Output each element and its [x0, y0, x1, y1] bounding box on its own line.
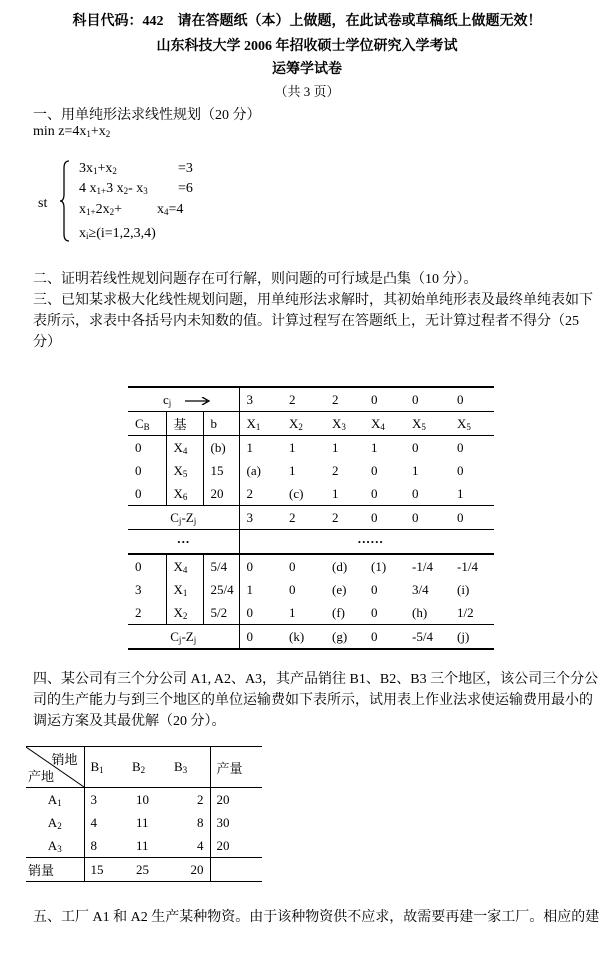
table-row	[26, 834, 262, 858]
basis-cell: $X_4$	[166, 554, 203, 578]
b-cell: 20	[203, 482, 239, 506]
coef-cell: -1/4	[457, 558, 478, 574]
b-header: $B_1$	[84, 747, 126, 788]
b-cell: (b)	[203, 436, 239, 460]
simplex-table	[128, 386, 494, 650]
coef-cell: 1	[239, 578, 282, 601]
table-row	[128, 554, 494, 578]
cost-cell: 11	[136, 837, 149, 853]
coef-cell: 0	[371, 462, 378, 478]
cj-value: 2	[325, 387, 364, 412]
coef-cell: 1/2	[450, 601, 494, 625]
basis-cell: $X_6$	[166, 482, 203, 506]
coef-cell: 3/4	[412, 581, 429, 597]
x-header: $X_5$	[450, 412, 494, 436]
cj-zj-cell: 2	[325, 506, 364, 530]
coef-cell: 0	[364, 482, 405, 506]
constraint-4: $x_i\ge(i=1,2,3,4)$	[79, 226, 156, 241]
coef-cell: -1/4	[412, 558, 433, 574]
coef-cell: 1	[412, 462, 419, 478]
cost-cell: 11	[136, 814, 149, 830]
transport-header-row	[26, 747, 262, 788]
cb-cell: 2	[128, 601, 166, 625]
cb-cell: 0	[135, 558, 142, 574]
cost-cell: 8	[90, 837, 97, 853]
empty-cell	[210, 858, 262, 882]
demand-label: 销量	[26, 858, 84, 882]
demand-row	[26, 858, 262, 882]
cost-cell: 3	[90, 791, 97, 807]
cj-zj-cell: (g)	[325, 625, 364, 650]
a-cell: $A_1$	[26, 788, 84, 812]
cj-zj-cell: 0	[239, 625, 282, 650]
table-row	[128, 436, 494, 460]
supply-cell: 20	[210, 788, 262, 812]
x-header: $X_1$	[239, 412, 282, 436]
table-row	[128, 578, 494, 601]
cj-zj-cell: 0	[364, 506, 405, 530]
coef-cell: (c)	[282, 482, 325, 506]
demand-cell: 20	[168, 858, 210, 882]
exam-title: 山东科技大学 2006 年招收硕士学位研究入学考试	[156, 39, 458, 54]
coef-cell: (a)	[239, 459, 282, 482]
coef-cell: 1	[325, 482, 364, 506]
table-row	[128, 459, 494, 482]
x-header: $X_2$	[282, 412, 325, 436]
constraint-3-rhs: $x_4=4$	[157, 202, 184, 217]
cj-zj-cell: -5/4	[405, 625, 450, 650]
b-header: $B_2$	[126, 747, 168, 788]
basis-cell: $X_1$	[166, 578, 203, 601]
q5-text: 五、工厂 A1 和 A2 生产某种物资。由于该种物资供不应求，故需要再建一家工厂。相应的建	[33, 910, 600, 925]
constraint-1-rhs: =3	[178, 161, 193, 176]
supply-cell: 20	[210, 834, 262, 858]
x-header: $X_3$	[325, 412, 364, 436]
coef-cell: 0	[289, 558, 296, 574]
cj-value: 3	[239, 387, 282, 412]
q2-text: 二、证明若线性规划问题存在可行解，则问题的可行域是凸集（10 分）。	[33, 272, 478, 287]
basis-cell: $X_5$	[166, 459, 203, 482]
demand-cell: 25	[126, 858, 168, 882]
coef-cell: 0	[457, 462, 464, 478]
coef-cell: 0	[457, 439, 464, 455]
coef-cell: 0	[364, 601, 405, 625]
cj-zj-label: $C_j-Z_j$	[128, 506, 239, 530]
coef-cell: (i)	[457, 581, 470, 597]
b-cell: 15	[203, 459, 239, 482]
b-header: $B_3$	[168, 747, 210, 788]
demand-cell: 15	[84, 858, 126, 882]
cb-header: $C_B$	[128, 412, 166, 436]
coef-cell: (f)	[325, 601, 364, 625]
ellipsis-right: ······	[239, 530, 494, 555]
coef-cell: 0	[239, 601, 282, 625]
coef-cell: 0	[239, 554, 282, 578]
coef-cell: 1	[450, 482, 494, 506]
q1-title: 一、用单纯形法求线性规划（20 分）	[33, 108, 261, 123]
q1-st-label: st	[38, 196, 48, 211]
supply-cell: 30	[210, 811, 262, 834]
q4-line1: 四、某公司有三个分公司 A1, A2、A3，其产品销往 B1、B2、B3 三个地区，该公司三个分公	[33, 672, 599, 687]
x-header: $X_5$	[405, 412, 450, 436]
constraint-1: $3x_1+x_2$	[79, 161, 117, 176]
cj-zj-cell: 2	[282, 506, 325, 530]
cost-cell: 2	[197, 791, 204, 807]
coef-cell: (e)	[332, 581, 347, 597]
q4-line3: 调运方案及其最优解（20 分）。	[33, 714, 226, 729]
cost-cell: 4	[90, 814, 97, 830]
cj-zj-cell: 0	[364, 625, 405, 650]
cj-value: 2	[282, 387, 325, 412]
coef-cell: 0	[371, 581, 378, 597]
cj-row	[128, 387, 494, 412]
coef-cell: 1	[371, 439, 378, 455]
cj-zj-row	[128, 625, 494, 650]
cb-cell: 3	[135, 581, 142, 597]
ellipsis-row	[128, 530, 494, 555]
cj-zj-cell: 0	[405, 506, 450, 530]
cb-cell: 0	[128, 482, 166, 506]
q3-line3: 分）	[33, 335, 61, 350]
table-row	[26, 811, 262, 834]
b-header: b	[203, 412, 239, 436]
coef-cell: 1	[289, 439, 296, 455]
cb-cell: 0	[135, 462, 142, 478]
cost-cell: 4	[197, 837, 204, 853]
constraint-2: 4 $x_{1+}3$ $x_2-$ $x_3$	[79, 181, 148, 196]
coef-cell: 0	[289, 581, 296, 597]
brace-icon	[60, 160, 70, 242]
constraint-2-rhs: =6	[178, 181, 193, 196]
constraint-3: $x_{1+}2x_2+$	[79, 202, 122, 217]
q4-line2: 司的生产能力与到三个地区的单位运输费如下表所示，试用表上作业法求使运输费用最小的	[33, 693, 593, 708]
coef-cell: 2	[332, 462, 339, 478]
corner-bottom-label: 产地	[28, 769, 55, 784]
b-cell: 5/2	[203, 601, 239, 625]
coef-cell: (h)	[405, 601, 450, 625]
cj-zj-cell: 0	[450, 506, 494, 530]
coef-cell: 1	[282, 601, 325, 625]
cb-cell: 0	[135, 439, 142, 455]
cj-value: 0	[405, 387, 450, 412]
cj-label: $c_j$	[128, 387, 239, 412]
q3-line1: 三、已知某求极大化线性规划问题，用单纯形法求解时，其初始单纯形表及最终单纯表如下	[33, 293, 593, 308]
basis-cell: $X_2$	[166, 601, 203, 625]
q1-objective: $\min z=4x_1+x_2$	[33, 124, 111, 139]
corner-top-label: 销地	[51, 752, 78, 767]
basis-cell: $X_4$	[166, 436, 203, 460]
coef-cell: 1	[239, 436, 282, 460]
a-cell: $A_3$	[26, 834, 84, 858]
cj-zj-cell: (j)	[450, 625, 494, 650]
table-row	[128, 601, 494, 625]
cj-value: 0	[364, 387, 405, 412]
x-header: $X_4$	[364, 412, 405, 436]
cost-cell: 8	[197, 814, 204, 830]
page-count: （共 3 页）	[274, 84, 340, 99]
basis-header: 基	[166, 412, 203, 436]
coef-cell: 0	[405, 482, 450, 506]
transport-table	[26, 746, 262, 882]
header-row	[128, 412, 494, 436]
coef-cell: 1	[332, 439, 339, 455]
coef-cell: 1	[289, 462, 296, 478]
table-row	[128, 482, 494, 506]
cj-value: 0	[450, 387, 494, 412]
b-cell: 25/4	[203, 578, 239, 601]
ellipsis-left: ···	[128, 530, 239, 555]
cost-cell: 10	[136, 791, 149, 807]
supply-header: 产量	[210, 747, 262, 788]
coef-cell: (1)	[371, 558, 387, 574]
exam-notice: 科目代码：442 请在答题纸（本）上做题，在此试卷或草稿纸上做题无效！	[72, 14, 542, 29]
arrow-right-icon	[185, 397, 211, 405]
q3-line2: 表所示，求表中各括号内未知数的值。计算过程写在答题纸上，无计算过程者不得分（25	[33, 314, 579, 329]
cj-zj-cell: 3	[239, 506, 282, 530]
cj-zj-row	[128, 506, 494, 530]
coef-cell: 2	[239, 482, 282, 506]
table-row	[26, 788, 262, 812]
a-cell: $A_2$	[26, 811, 84, 834]
coef-cell: 0	[412, 439, 419, 455]
coef-cell: (d)	[332, 558, 348, 574]
cj-zj-label: $C_j-Z_j$	[128, 625, 239, 650]
cj-zj-cell: (k)	[282, 625, 325, 650]
exam-subject: 运筹学试卷	[272, 62, 342, 77]
corner-cell	[26, 747, 84, 788]
b-cell: 5/4	[203, 554, 239, 578]
